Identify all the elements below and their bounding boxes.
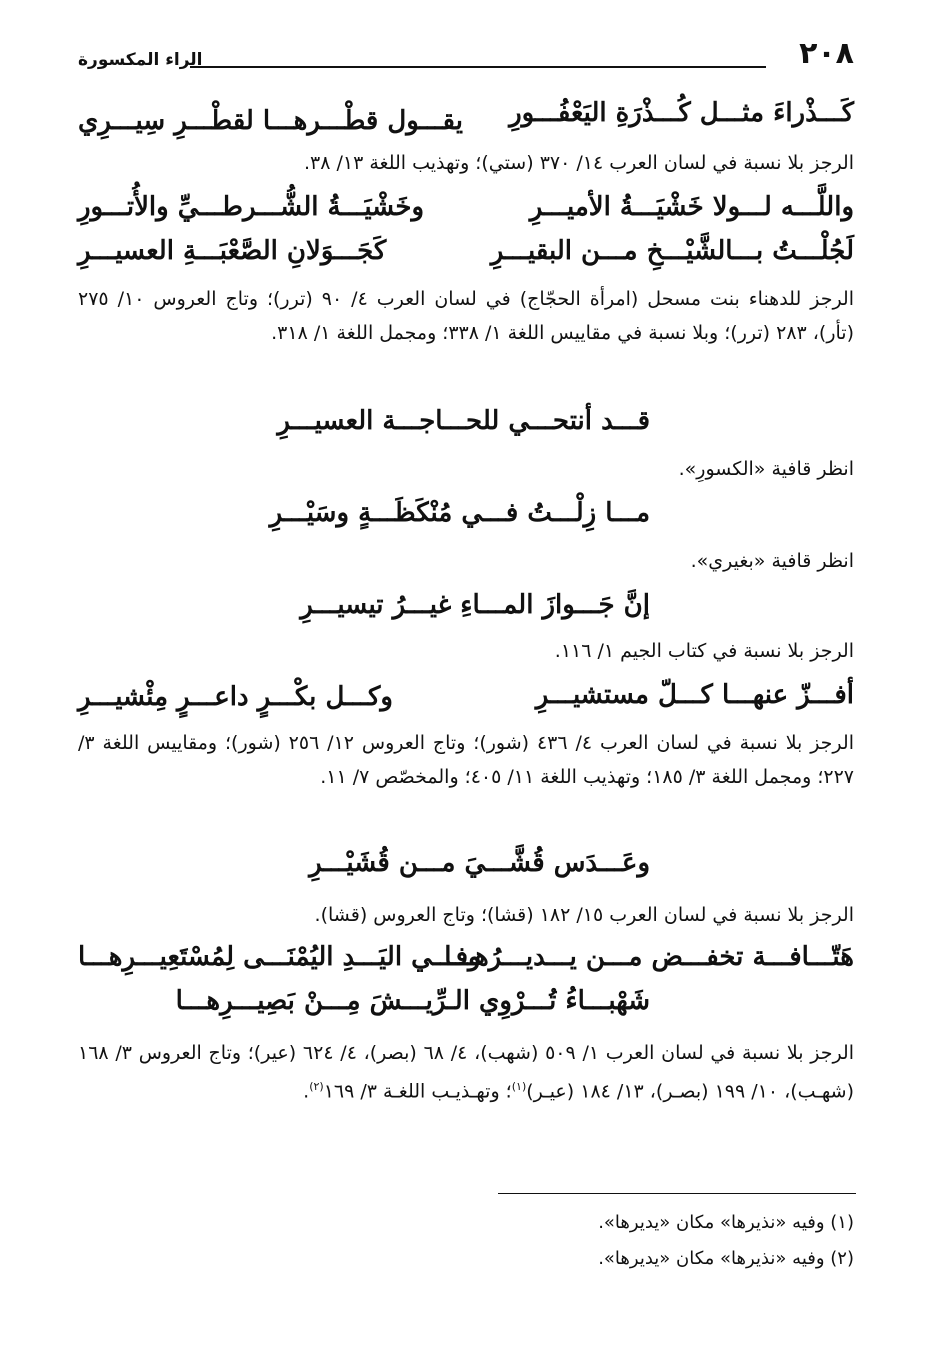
verse-1-right: كَـــذْراءَ مثـــل كُـــذْرَةِ اليَعْفُـــورِ — [509, 98, 854, 128]
footnote-2: (٢) وفيه «نذيرها» مكان «يديرها». — [598, 1248, 854, 1269]
verse-8-third: شَهْبـــاءُ تُـــرْوِي الـرِّيـــشَ مِـــنْ بَصِيـــرِهـــا — [175, 986, 650, 1016]
commentary-6: الرجز بلا نسبة في لسان العرب ٤/ ٤٣٦ (شور)؛ وتاج العروس ١٢/ ٢٥٦ (شور)؛ ومقاييس اللغة ٣/ ٢٢٧؛ ومجمل اللغة ٣/ ١٨٥؛ وتهذيب اللغة ١١/ ٤٠٥؛ والمخصّص ٧/ ١١. — [78, 732, 854, 788]
verse-6-left: وكـــل بكْـــرٍ داعـــرٍ مِئْشيـــرِ — [78, 682, 393, 712]
commentary-8-main: الرجز بلا نسبة في لسان العرب ١/ ٥٠٩ (شهب)، ٤/ ٦٨ (بصر)، ٤/ ٦٢٤ (عير)؛ وتاج العروس ٣/ ١٦٨ (شهـب)، ١٠/ ١٩٩ (بصـر)، ١٣/ ١٨٤ (عيـر) — [78, 1042, 854, 1103]
header-rule — [190, 66, 766, 68]
footnote-rule — [498, 1193, 856, 1194]
commentary-8-end: . — [303, 1080, 310, 1103]
verse-5-single: إنَّ جَـــوازَ المـــاءِ غيـــرُ تيسيـــرِ — [300, 590, 650, 620]
verse-1-left: يقـــول قطْـــرهـــا لقطْـــرِ سِيـــرِي — [78, 106, 463, 136]
verse-8-right: هَتّـــافـــة تخفـــض مـــن يـــديـــرُهـــا — [444, 942, 854, 972]
footnote-ref-1[interactable]: (١) — [511, 1080, 527, 1093]
verse-2b-left: كَجَـــوَلانِ الصَّعْبَـــةِ العسيـــرِ — [78, 236, 387, 266]
verse-4-single: مـــا زِلْـــتُ فـــي مُنْكَظَـــةٍ وسَيْـــرِ — [269, 498, 650, 528]
footnote-ref-2[interactable]: (٢) — [309, 1080, 324, 1093]
verse-6-right: أفـــزّ عنهـــا كـــلّ مستشيـــرِ — [535, 680, 854, 710]
commentary-1: الرجز بلا نسبة في لسان العرب ١٤/ ٣٧٠ (ستي)؛ وتهذيب اللغة ١٣/ ٣٨. — [303, 152, 854, 174]
verse-2a-left: وخَشْيَـــةُ الشُّـــرطـــيِّ والأُتـــورِ — [78, 192, 424, 222]
commentary-7: الرجز بلا نسبة في لسان العرب ١٥/ ١٨٢ (قشا)؛ وتاج العروس (قشا). — [314, 904, 854, 926]
commentary-8 — [78, 1036, 854, 1108]
verse-3-single: قـــد أنتحـــي للحـــاجـــة العسيـــرِ — [277, 406, 650, 436]
commentary-4: انظر قافية «بغيري». — [690, 550, 854, 572]
commentary-5: الرجز بلا نسبة في كتاب الجيم ١/ ١١٦. — [554, 640, 854, 662]
commentary-2: الرجز للدهناء بنت مسحل (امرأة الحجّاج) في لسان العرب ٤/ ٩٠ (ترر)؛ وتاج العروس ١٠/ ٢٧٥ (تأر)، ٢٨٣ (ترر)؛ وبلا نسبة في مقاييس اللغة ١/ ٣٣٨؛ ومجمل اللغة ١/ ٣١٨. — [78, 288, 855, 344]
footnote-1: (١) وفيه «نذيرها» مكان «يديرها». — [598, 1212, 854, 1233]
verse-2b-right: لَجُلْـــتُ بـــالشَّيْـــخِ مـــن البقيـــرِ — [490, 236, 854, 266]
verse-2a-right: واللَّـــه لـــولا خَشْيَـــةُ الأميـــرِ — [529, 192, 854, 222]
commentary-3: انظر قافية «الكسورِ». — [678, 458, 854, 480]
page-number: ٢٠٨ — [799, 36, 854, 71]
verse-8-left: وفـــي اليَـــدِ اليُمْنَـــى لِمُسْتَعِيـــرِهـــا — [78, 942, 481, 972]
commentary-8-tail: ؛ وتهـذيـب اللغـة ٣/ ١٦٩ — [323, 1080, 512, 1103]
section-title: الراء المكسورة — [78, 50, 203, 70]
verse-7-single: وعَـــدَس قُشَّـــيَ مـــن قُشَيْـــرِ — [309, 848, 650, 878]
